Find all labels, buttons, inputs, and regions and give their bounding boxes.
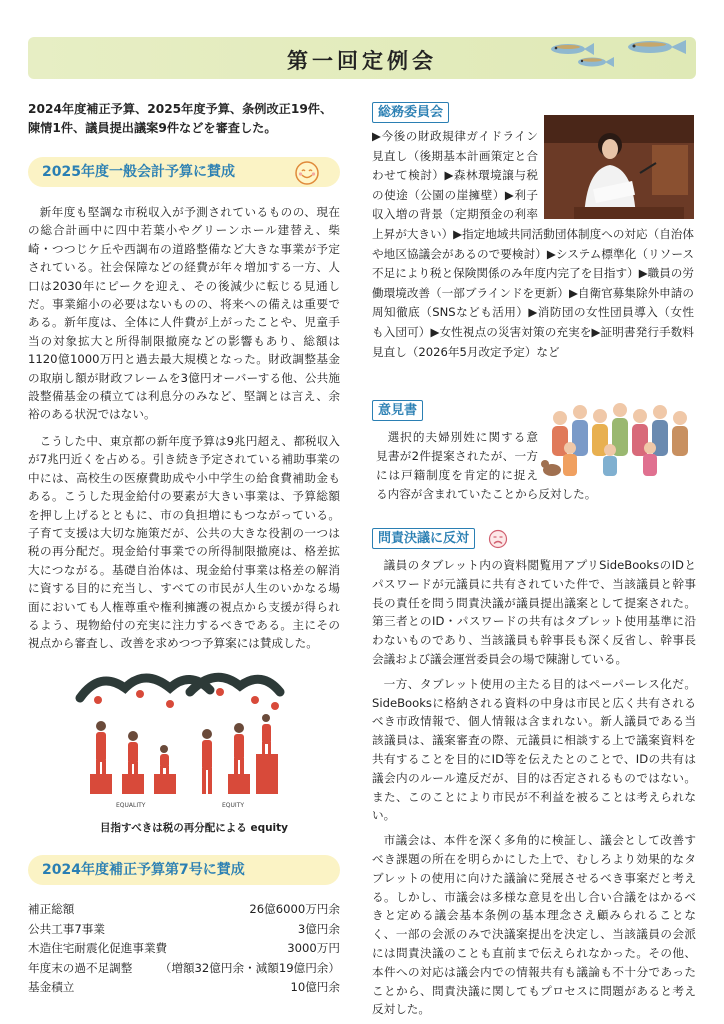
fish-icon	[624, 38, 688, 56]
section-title: 2025年度一般会計予算に賛成	[42, 164, 235, 180]
table-row: 年度末の過不足調整 （増額32億円余・減額19億円余）	[28, 960, 340, 975]
illustration-caption: 目指すべきは税の再分配による equity	[100, 822, 289, 834]
illustration-spacer	[538, 428, 698, 468]
section-header-soumu: 総務委員会	[372, 102, 449, 123]
paragraph: こうした中、東京都の新年度予算は9兆円超え、都税収入が7兆円近くを占める。引き続き予定されている補助事業の中には、高校生の医療費助成や小中学生の給食費補助金もある。こうした現金給付の要素が大きい事業は、予算総額を押し上げるとともに、市の負担増にもつながっている。子育て支援は大切な施策だが、公共の大きな役割の一つは税の再分配だ。現金給付事業での所得制限撤廃は、格差拡大につながる。基礎自治体は、現金給付事業は格差の解消に資する目的に充当し、すべての市民が人生のいかなる場面においても人権尊重や権利擁護の視点から支援が得られるよう、現物給付の充実に注力するべきである。主にその視点から審査し、改善を求めつつ予算案には賛成した。	[28, 433, 340, 651]
soumu-body-wrap	[372, 127, 694, 362]
frown-icon	[488, 529, 508, 549]
iken-text: 選択的夫婦別姓に関する意見書が2件提案されたが、一方には戸籍制度を肯定的に捉える内容が含まれていたことから反対した。	[376, 430, 597, 501]
section-header-supplementary-budget	[28, 855, 340, 885]
photo-spacer	[538, 127, 694, 223]
lead-text: 2024年度補正予算、2025年度予算、条例改正19件、 陳情1件、議員提出議案9件などを審査した。	[28, 102, 333, 135]
soumu-text: ▶今後の財政規律ガイドライン見直し（後期基本計画策定と合わせて検討）▶森林環境譲与税の使途（公園の崖擁壁）▶利子収入増の背景（定期預金の利率上昇が大きい）▶指定地域共同活動団体制度への対応（自治体や地区協議会があるので要検討）▶システム標準化（リソース不足により税と保険関係のみ年度内完了を目指す）▶職員の労働環境改善（一部ブラインドを更新）▶自衛官募集除外申請の周知徹底（SNSなども活用）▶消防団の女性団員導入（女性も入団可）▶女性視点の災害対策の充実を▶証明書発行手数料見直し（2026年5月改定予定）など	[372, 129, 694, 359]
section-header-monseki: 問責決議に反対	[372, 528, 475, 549]
fish-icon	[576, 55, 616, 69]
equality-equity-illustration	[70, 670, 290, 812]
paragraph: 議員のタブレット内の資料閲覧用アプリSideBooksのIDとパスワードが元議員に共有されていた件で、当該議員と幹事長の責任を問う問責決議が議員提出議案として提案された。第三者とのID・パスワードの共有はタブレット使用基準に沿わないものであり、当該議員も幹事長も深く反省し、幹事長会議および議会運営委員会の場で陳謝している。	[372, 558, 696, 666]
section-title: 2024年度補正予算第7号に賛成	[42, 862, 245, 878]
table-row: 公共工事7事業 3億円余	[28, 921, 340, 936]
table-row: 木造住宅耐震化促進事業費 3000万円	[28, 941, 340, 956]
supplementary-budget-table	[28, 900, 340, 998]
illustration-label-left: EQUALITY	[116, 802, 146, 809]
iken-body	[376, 428, 698, 504]
page-title: 第一回定例会	[287, 49, 437, 73]
paragraph: 市議会は、本件を深く多角的に検証し、議会として改善すべき課題の所在を明らかにした上で、むしろより効果的なタブレットの使用に向けた議論に発展させるべき事案だと考える。しかし、市議会は多様な意見を出し合い合議をはかるべきと定める議会基本条例の基本理念さえ顧みられることなく、一部の会派のみで決議案提出を決定し、当該議員の会派には問責決議のことも直前まで伝えられなかった。その他、本件への対応は議会内での情報共有も議論も不十分であったことから、問責決議に関してもプロセスに問題があると考え反対した。	[372, 833, 696, 1017]
page-banner	[28, 37, 696, 79]
monseki-body	[372, 556, 696, 1019]
section-header-iken: 意見書	[372, 400, 423, 421]
section1-body	[28, 203, 340, 653]
table-row: 補正総額 26億6000万円余	[28, 902, 340, 916]
table-row: 基金積立 10億円余	[28, 980, 340, 995]
paragraph: 新年度も堅調な市税収入が予測されているものの、現在の総合計画中に四中若葉小やグリーンホール建替え、柴崎・つつじケ丘や西調布の道路整備など大きな事業が予定されている。社会保障などの経費が年々増加する一方、人口は2030年にピークを迎え、その後減少に転じる見通しだ。事業縮小の必要はないものの、将来への備えは重要である。新年度は、全体に人件費が上がったことや、児童手当の対象拡大と所得制限撤廃などの影響もあり、総額は1120億1000万円と過去最大規模となった。財政調整基金の取崩し額が財政フレームを3億円オーバーする他、公共施設整備基金の積立ては利息分のみなど、堅調とは言え、余裕のある状況ではない。	[28, 205, 340, 422]
illustration-label-right: EQUITY	[222, 802, 245, 809]
paragraph: 一方、タブレット使用の主たる目的はペーパーレス化だ。SideBooksに格納される資料の中身は市民と広く共有されるべき市政情報で、個人情報は含まれない。新人議員である当該議員は、議案審査の際、元議員に相談する上で議案資料を共有することを目的にID等を伝えたとのことで、IDの共有は議会内のルール違反だが、目的は否定されるものではない。また、このことにより市民が不利益を被ることは考えられない。	[372, 676, 696, 823]
smile-icon	[294, 160, 320, 186]
